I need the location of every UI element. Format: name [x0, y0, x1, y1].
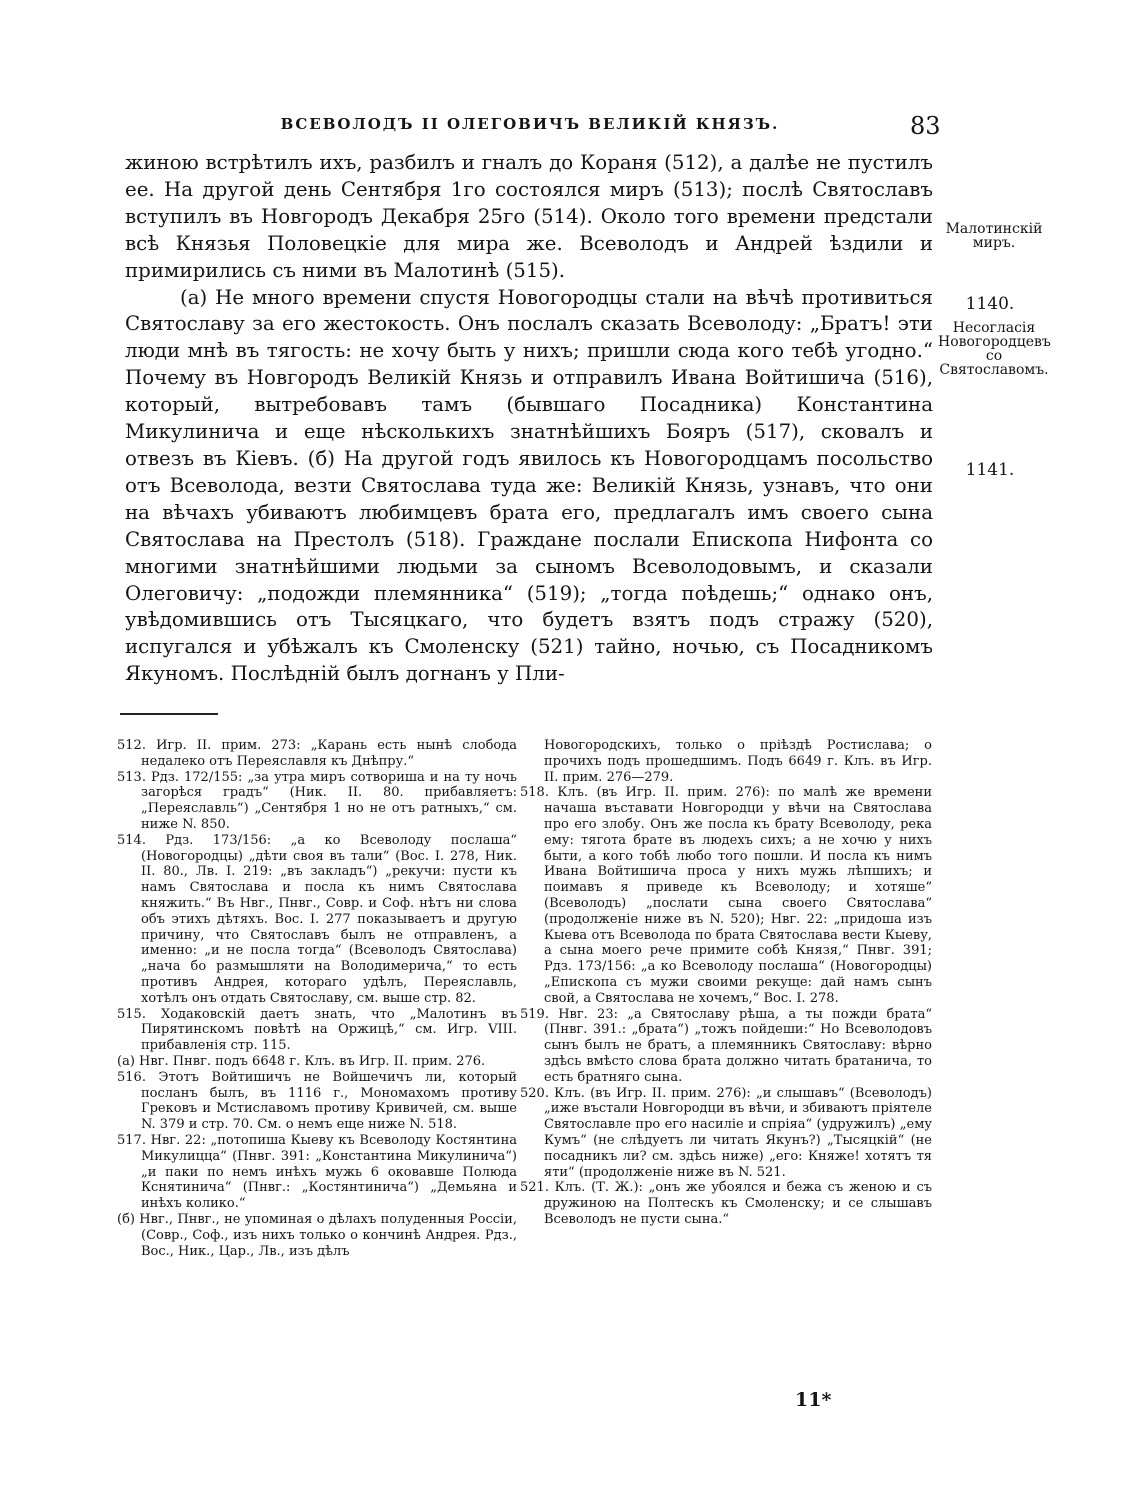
footnote: 514. Рдз. 173/156: „а ко Всеволоду послаша“ (Новогородцы) „дѣти своя въ тали“ (Вос. I. 278, Ник. II. 80., Лв. I. 219: „въ закладъ“) „рекучи: пусти къ намъ Святослава и посла къ нимъ Святослава княжить.“ Въ Нвг., Пнвг., Совр. и Соф. нѣтъ ни слова объ этихъ дѣтяхъ. Вос. I. 277 показываетъ и другую причину, что Святославъ былъ не отправленъ, а именно: „и не посла тогда“ (Всеволодъ Святослава) „нача бо размышляти на Володимерича,“ то есть противъ Андрея, котораго удѣлъ, Переяславль, хотѣлъ онъ отдать Святославу, см. выше стр. 82.	[117, 832, 517, 1006]
footnote: 517. Нвг. 22: „потопиша Кыеву къ Всеволоду Костянтина Микулицца“ (Пнвг. 391: „Константина Микулинича“) „и паки по немъ инѣхъ мужь 6 оковавше Полюда Кснятинича“ (Пнвг.: „Костянтинича“) „Демьяна и инѣхъ колико.“	[117, 1132, 517, 1212]
main-text	[125, 150, 933, 688]
footnote: (б) Нвг., Пнвг., не упоминая о дѣлахъ полуденныя Россіи, (Совр., Соф., изъ нихъ только о кончинѣ Андрея. Рдз., Вос., Ник., Цар., Лв., изъ дѣлъ	[117, 1211, 517, 1259]
footnote: (а) Нвг. Пнвг. подъ 6648 г. Клъ. въ Игр. II. прим. 276.	[117, 1053, 486, 1069]
footnote-divider	[120, 713, 218, 715]
margin-note-malotin-peace: Малотинскій миръ.	[945, 221, 1043, 251]
footnote-continuation: Новогородскихъ, только о пріѣздѣ Ростислава; о прочихъ подъ прошедшимъ. Подъ 6649 г. Клъ. въ Игр. II. прим. 276—279.	[544, 738, 932, 785]
margin-note-year-1141: 1141.	[965, 460, 1015, 480]
footnote: 516. Этотъ Войтишичъ не Войшечичъ ли, который посланъ былъ, въ 1116 г., Мономахомъ противу Грековъ и Мстиславомъ противу Кривичей, см. выше N. 379 и стр. 70. См. о немъ еще ниже N. 518.	[117, 1069, 517, 1133]
running-header-title: ВСЕВОЛОДЪ II ОЛЕГОВИЧЪ ВЕЛИКІЙ КНЯЗЪ.	[280, 115, 780, 133]
printer-signature-mark: 11*	[795, 1389, 832, 1411]
footnote: 512. Игр. II. прим. 273: „Карань есть нынѣ слобода недалеко отъ Переяславля къ Днѣпру.“	[117, 738, 517, 769]
main-paragraph: жиною встрѣтилъ ихъ, разбилъ и гналъ до Кораня (512), а далѣе не пустилъ ее. На другой день Сентября 1го состоялся миръ (513); послѣ Святославъ вступилъ въ Новгородъ Декабря 25го (514). Около того времени предстали всѣ Князья Половецкіе для мира же. Всеволодъ и Андрей ѣздили и примирились съ ними въ Малотинѣ (515).	[125, 151, 933, 282]
footnotes-right-column	[520, 738, 932, 1228]
footnote: 521. Клъ. (Т. Ж.): „онъ же убоялся и бежа съ женою и съ дружиною на Полтескъ къ Смоленску; и се слышавъ Всеволодъ не пусти сына.“	[520, 1180, 932, 1227]
margin-note-year-1140: 1140.	[965, 294, 1015, 314]
footnote: 513. Рдз. 172/155: „за утра миръ сотвориша и на ту ночь загорѣся градъ“ (Ник. II. 80. прибавляетъ: „Переяславль“) „Сентября 1 но не отъ ратныхъ,“ см. ниже N. 850.	[117, 769, 517, 832]
footnote: 515. Ходаковскій даетъ знать, что „Малотинъ въ Пирятинскомъ повѣтѣ на Оржицѣ,“ см. Игр. VIII. прибавленія стр. 115.	[117, 1006, 517, 1054]
footnote: 520. Клъ. (въ Игр. II. прим. 276): „и слышавъ“ (Всеволодъ) „иже въстали Новгородци въ вѣчи, и збиваютъ пріятеле Святославле про его насиліе и спріяа“ (удружилъ) „ему Кумъ“ (не слѣдуетъ ли читать Якунъ?) „Тысяцкій“ (не посадникъ ли? см. здѣсь ниже) „его: Княже! хотятъ тя яти“ (продолженіе ниже въ N. 521.	[520, 1085, 932, 1180]
footnote: 518. Клъ. (въ Игр. II. прим. 276): по малѣ же времени начаша въставати Новгородци у вѣчи на Святослава про его злобу. Онъ же посла къ брату Всеволоду, река ему: тягота брате въ людехъ сихъ; а не хочю у нихъ быти, а кого тобѣ любо того пошли. И посла къ нимъ Ивана Войтишича проса у нихъ мужь лѣпшихъ; и поимавъ я приведе къ Всеволоду; и хотяше“ (Всеволодъ) „послати сына своего Святослава“ (продолженіе ниже въ N. 520); Нвг. 22: „придоша изъ Кыева отъ Всеволода по брата Святослава вести Кыеву, а сына моего рече примите собѣ Князя,“ Пнвг. 391; Рдз. 173/156: „а ко Всеволоду послаша“ (Новогородцы) „Епископа съ мужи своими рекуще: дай намъ сынъ свой, а Святослава не хочемъ,“ Вос. I. 278.	[520, 785, 932, 1006]
main-paragraph: (а) Не много времени спустя Новогородцы стали на вѣчѣ противиться Святославу за его жестокость. Онъ послалъ сказать Всеволоду: „Братъ! эти люди мнѣ въ тягость: не хочу быть у нихъ; пришли сюда кого тебѣ угодно.“ Почему въ Новгородъ Великій Князь и отправилъ Ивана Войтишича (516), который, вытребовавъ тамъ (бывшаго Посадника) Константина Микулинича и еще нѣсколькихъ знатнѣйшихъ Бояръ (517), сковалъ и отвезъ въ Кіевъ. (б) На другой годъ явилось къ Новогородцамъ посольство отъ Всеволода, везти Святослава туда же: Великій Князь, узнавъ, что они на вѣчахъ убиваютъ любимцевъ брата его, предлагалъ имъ своего сына Святослава на Престолъ (518). Граждане послали Епископа Нифонта со многими знатнѣйшими людьми за сыномъ Всеволодовымъ, и сказали Олеговичу: „подожди племянника“ (519); „тогда поѣдешь;“ однако онъ, увѣдомившись отъ Тысяцкаго, что будетъ взятъ подъ стражу (520), испугался и убѣжалъ къ Смоленску (521) тайно, ночью, съ Посадникомъ Якуномъ. Послѣдній былъ догнанъ у Пли-	[125, 285, 933, 686]
footnote: 519. Нвг. 23: „а Святославу рѣша, а ты пожди брата“ (Пнвг. 391.: „брата“) „тожъ пойдеши:“ Но Всеволодовъ сынъ былъ не братъ, а племянникъ Святославу: вѣрно здѣсь вмѣсто слова брата должно читать братанича, то есть братняго сына.	[520, 1006, 932, 1085]
margin-note-discord: Несогласія Новогородцевъ со Святославомъ.	[938, 320, 1051, 378]
footnotes-left-column	[117, 738, 517, 1259]
page-number: 83	[910, 112, 941, 140]
